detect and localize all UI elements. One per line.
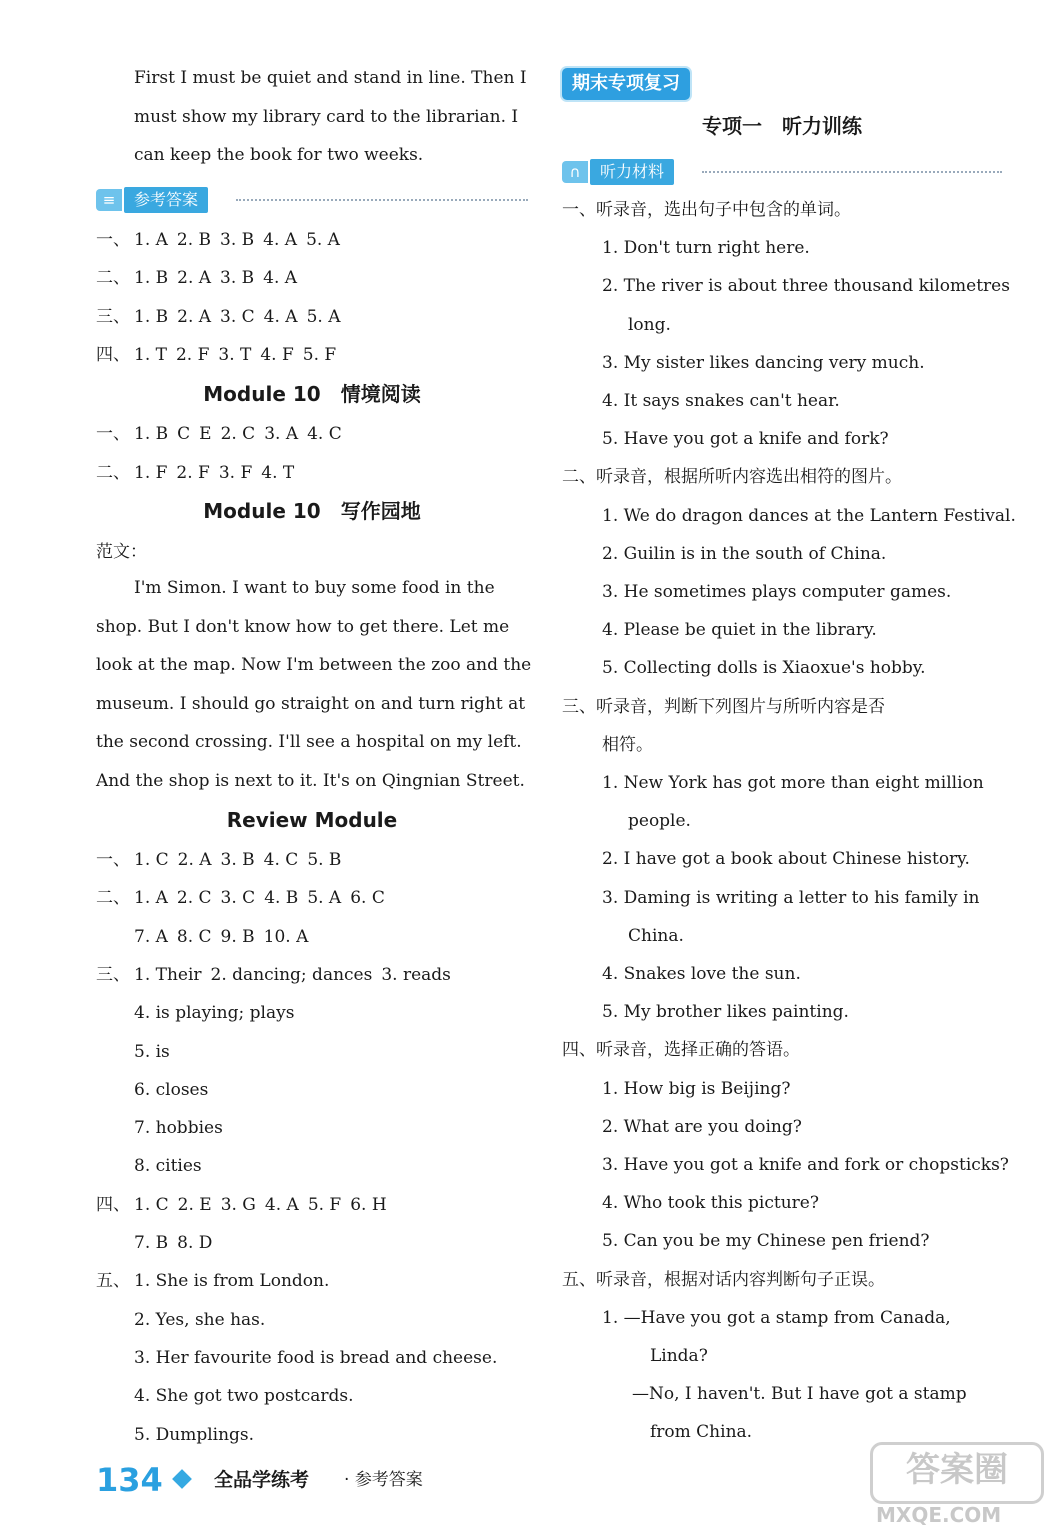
- page-title: 专项一 听力训练: [702, 114, 862, 138]
- answer-row: [96, 1078, 208, 1102]
- answer-item: 1. C: [134, 1194, 169, 1215]
- answer-item: 5. is: [134, 1041, 170, 1062]
- listening-line: 2. I have got a book about Chinese history.: [602, 849, 970, 870]
- answer-row: [96, 1116, 223, 1140]
- listening-line: 3. Daming is writing a letter to his family in: [602, 887, 980, 908]
- answers-section-bar: [96, 186, 528, 214]
- answer-item: C: [177, 424, 191, 444]
- answer-row: [96, 461, 294, 485]
- listening-line: 2. The river is about three thousand kilometres: [602, 276, 1010, 297]
- watermark-site: MXQE.COM: [876, 1503, 1002, 1527]
- answer-row: [96, 1346, 497, 1370]
- answer-item: 6. H: [350, 1194, 387, 1215]
- essay-line: I'm Simon. I want to buy some food in the: [134, 578, 495, 598]
- answer-row-label: [96, 1423, 134, 1447]
- listening-line: 5. Collecting dolls is Xiaoxue's hobby.: [602, 658, 926, 679]
- answer-row-label: [96, 1078, 134, 1102]
- answer-item: 5. Dumplings.: [134, 1424, 255, 1445]
- answer-item: 4. is playing; plays: [134, 1003, 295, 1024]
- answer-row-label: 三、: [96, 306, 130, 327]
- footer-subtitle: [344, 1466, 423, 1494]
- answer-item: 3. G: [220, 1194, 256, 1215]
- answer-row: [96, 1193, 387, 1217]
- answer-row-label: 三、: [96, 964, 130, 985]
- answer-row-label: [96, 925, 134, 949]
- answer-row: [96, 848, 341, 872]
- listening-line: 2. What are you doing?: [602, 1116, 802, 1137]
- intro-line: First I must be quiet and stand in line. Then I: [134, 68, 527, 88]
- answer-row-label: [96, 1231, 134, 1255]
- answer-item: 4. T: [261, 462, 295, 483]
- listening-line: 5. Have you got a knife and fork?: [602, 429, 889, 450]
- answer-row-label: [96, 1001, 134, 1025]
- answer-item: 4. A: [263, 268, 298, 289]
- answer-item: 2. A: [177, 268, 212, 289]
- answer-row: [96, 422, 342, 446]
- listening-line: 1. New York has got more than eight million: [602, 773, 984, 793]
- answer-row: [96, 228, 340, 252]
- listening-line: Linda?: [650, 1346, 708, 1366]
- listening-line: 1. How big is Beijing?: [602, 1078, 791, 1099]
- answer-item: 2. C: [176, 888, 212, 909]
- answer-item: 3. C: [220, 306, 255, 327]
- answer-row-label: 二、: [96, 888, 130, 909]
- answer-row-label: [96, 1384, 134, 1408]
- answer-row: [96, 1269, 329, 1293]
- answer-item: 2. F: [176, 462, 210, 483]
- answer-item: 4. A: [263, 230, 298, 250]
- listening-line: long.: [628, 314, 671, 335]
- watermark-title: 答案圈: [906, 1450, 1008, 1490]
- listening-line: 5. My brother likes painting.: [602, 1002, 849, 1023]
- answer-item: 3. C: [220, 888, 256, 909]
- answer-item: 1. A: [134, 230, 168, 250]
- answer-item: 2. C: [220, 424, 256, 444]
- answer-row-label: 二、: [96, 462, 130, 483]
- heading-module10-reading: Module 10 情境阅读: [203, 382, 421, 406]
- listening-line: 1. —Have you got a stamp from Canada,: [602, 1307, 951, 1328]
- listening-line: 3. Have you got a knife and fork or chopsticks?: [602, 1155, 1009, 1175]
- listening-line: 4. It says snakes can't hear.: [602, 391, 840, 411]
- answer-item: 2. B: [176, 230, 212, 250]
- essay-label: 范文：: [96, 542, 147, 562]
- answer-row: [96, 1384, 354, 1408]
- listening-line: from China.: [650, 1422, 753, 1443]
- answer-item: 3. F: [218, 462, 253, 483]
- answer-item: 4. C: [307, 424, 342, 444]
- answer-item: 2. A: [177, 850, 212, 870]
- answer-item: 2. A: [177, 306, 212, 327]
- answer-item: 5. F: [307, 1194, 342, 1215]
- answer-row: [96, 925, 308, 949]
- list-icon: ≡: [96, 189, 122, 211]
- answer-item: 3. B: [220, 268, 255, 289]
- heading-review-module: Review Module: [226, 808, 398, 832]
- answer-item: 1. F: [134, 462, 168, 483]
- answer-row: [96, 1001, 294, 1025]
- answer-row-label: [96, 1116, 134, 1140]
- answer-row-label: [96, 1154, 134, 1178]
- answer-item: 5. A: [306, 306, 341, 327]
- answer-item: 6. C: [350, 888, 385, 909]
- listening-line: —No, I haven't. But I have got a stamp: [632, 1384, 967, 1405]
- listening-line: 4. Who took this picture?: [602, 1193, 819, 1214]
- footer-separator: ·: [344, 1470, 350, 1490]
- diamond-icon: [172, 1469, 192, 1489]
- answer-item: 3. B: [220, 230, 255, 250]
- listening-line: 2. Guilin is in the south of China.: [602, 543, 887, 564]
- answer-item: 3. A: [264, 424, 299, 444]
- listening-line: 相符。: [602, 734, 653, 755]
- answer-item: 3. Her favourite food is bread and cheese.: [134, 1347, 498, 1368]
- listening-line: 1. Don't turn right here.: [602, 238, 810, 259]
- listening-material-label: 听力材料: [590, 159, 674, 185]
- listening-line: 3. He sometimes plays computer games.: [602, 582, 952, 602]
- listening-line: 4. Please be quiet in the library.: [602, 620, 877, 641]
- listening-line: people.: [628, 811, 691, 832]
- answer-item: 6. closes: [134, 1079, 209, 1100]
- answer-item: 5. F: [302, 344, 337, 365]
- answer-row-label: 一、: [96, 850, 130, 870]
- answer-item: 2. F: [175, 344, 210, 365]
- essay-line: look at the map. Now I'm between the zoo and the: [96, 655, 532, 675]
- answer-row-label: 四、: [96, 1194, 130, 1215]
- answer-item: 2. dancing; dances: [210, 964, 373, 985]
- answer-item: 2. E: [177, 1194, 212, 1215]
- intro-line: must show my library card to the librarian. I: [134, 106, 519, 127]
- answer-row: [96, 266, 297, 290]
- answer-row-label: 五、: [96, 1271, 130, 1292]
- answer-row: [96, 1231, 212, 1255]
- answer-item: 4. A: [264, 1194, 299, 1215]
- listening-line: 5. Can you be my Chinese pen friend?: [602, 1231, 930, 1252]
- answer-item: 5. A: [306, 230, 340, 250]
- answer-item: 7. B: [134, 1233, 169, 1253]
- listening-line: 四、听录音，选择正确的答语。: [562, 1040, 800, 1061]
- answer-item: 10. A: [263, 926, 309, 947]
- listening-line: 二、听录音，根据所听内容选出相符的图片。: [562, 467, 902, 488]
- answer-row: [96, 1040, 170, 1064]
- answer-item: 3. reads: [381, 964, 451, 985]
- essay-line: museum. I should go straight on and turn right at: [96, 693, 526, 714]
- answer-row: [96, 1423, 254, 1447]
- listening-line: 三、听录音，判断下列图片与所听内容是否: [562, 696, 885, 717]
- footer-subtitle-text: 参考答案: [354, 1470, 423, 1490]
- answer-item: 8. cities: [134, 1156, 202, 1177]
- answer-row-label: 二、: [96, 268, 130, 289]
- listening-line: 一、听录音，选出句子中包含的单词。: [562, 200, 851, 220]
- answer-row: [96, 305, 340, 329]
- answer-item: 1. T: [134, 344, 167, 365]
- answer-item: 1. A: [134, 888, 168, 909]
- listening-line: 4. Snakes love the sun.: [602, 964, 801, 984]
- answer-item: 4. She got two postcards.: [134, 1386, 354, 1407]
- essay-line: shop. But I don't know how to get there. Let me: [96, 616, 510, 637]
- listening-material-bar: [562, 158, 1002, 186]
- answer-item: 5. B: [307, 850, 342, 870]
- answer-item: 3. T: [218, 344, 252, 365]
- answer-row-label: 四、: [96, 344, 130, 365]
- answer-row: [96, 1154, 202, 1178]
- answer-row-label: [96, 1040, 134, 1064]
- dotted-divider: [236, 199, 528, 201]
- answer-item: 7. A: [134, 926, 168, 947]
- answer-item: 8. D: [177, 1233, 213, 1253]
- page-number: 134: [96, 1461, 163, 1499]
- listening-line: 五、听录音，根据对话内容判断句子正误。: [562, 1269, 885, 1290]
- final-review-badge: 期末专项复习: [562, 68, 690, 100]
- answer-row-label: 一、: [96, 230, 130, 250]
- dotted-divider: [702, 171, 1002, 173]
- listening-line: 1. We do dragon dances at the Lantern Festival.: [602, 505, 1016, 526]
- answer-item: 7. hobbies: [134, 1118, 223, 1139]
- answer-item: 1. B: [134, 306, 169, 327]
- essay-line: the second crossing. I'll see a hospital on my left.: [96, 732, 522, 752]
- answer-row: [96, 1308, 265, 1332]
- answer-row-label: [96, 1346, 134, 1370]
- answer-item: E: [199, 424, 212, 444]
- essay-line: And the shop is next to it. It's on Qingnian Street.: [96, 770, 525, 791]
- answer-row: [96, 963, 451, 987]
- answer-item: 4. B: [264, 888, 299, 909]
- answer-item: 1. Their: [134, 964, 202, 985]
- answer-item: 1. She is from London.: [134, 1271, 330, 1292]
- answer-row: [96, 343, 336, 367]
- listening-line: China.: [628, 925, 684, 946]
- answer-item: 1. C: [134, 850, 169, 870]
- answer-row-label: 一、: [96, 424, 130, 444]
- answers-section-label: 参考答案: [124, 187, 208, 213]
- headphones-icon: ∩: [562, 161, 588, 183]
- answer-row: [96, 886, 385, 910]
- intro-line: can keep the book for two weeks.: [134, 145, 424, 165]
- listening-line: 3. My sister likes dancing very much.: [602, 352, 925, 373]
- answer-item: 9. B: [220, 926, 255, 947]
- answer-item: 1. B: [134, 268, 169, 289]
- answer-item: 4. C: [263, 850, 299, 870]
- answer-item: 5. A: [307, 888, 342, 909]
- answer-row-label: [96, 1308, 134, 1332]
- brand-name: 全品学练考: [214, 1469, 310, 1491]
- answer-item: 3. B: [220, 850, 255, 870]
- answer-item: 1. B: [134, 424, 169, 444]
- watermark: [870, 1442, 1045, 1530]
- answer-item: 2. Yes, she has.: [134, 1309, 266, 1330]
- answer-item: 4. A: [263, 306, 298, 327]
- answer-item: 8. C: [176, 926, 212, 947]
- answer-item: 4. F: [260, 344, 294, 365]
- heading-module10-writing: Module 10 写作园地: [203, 499, 421, 523]
